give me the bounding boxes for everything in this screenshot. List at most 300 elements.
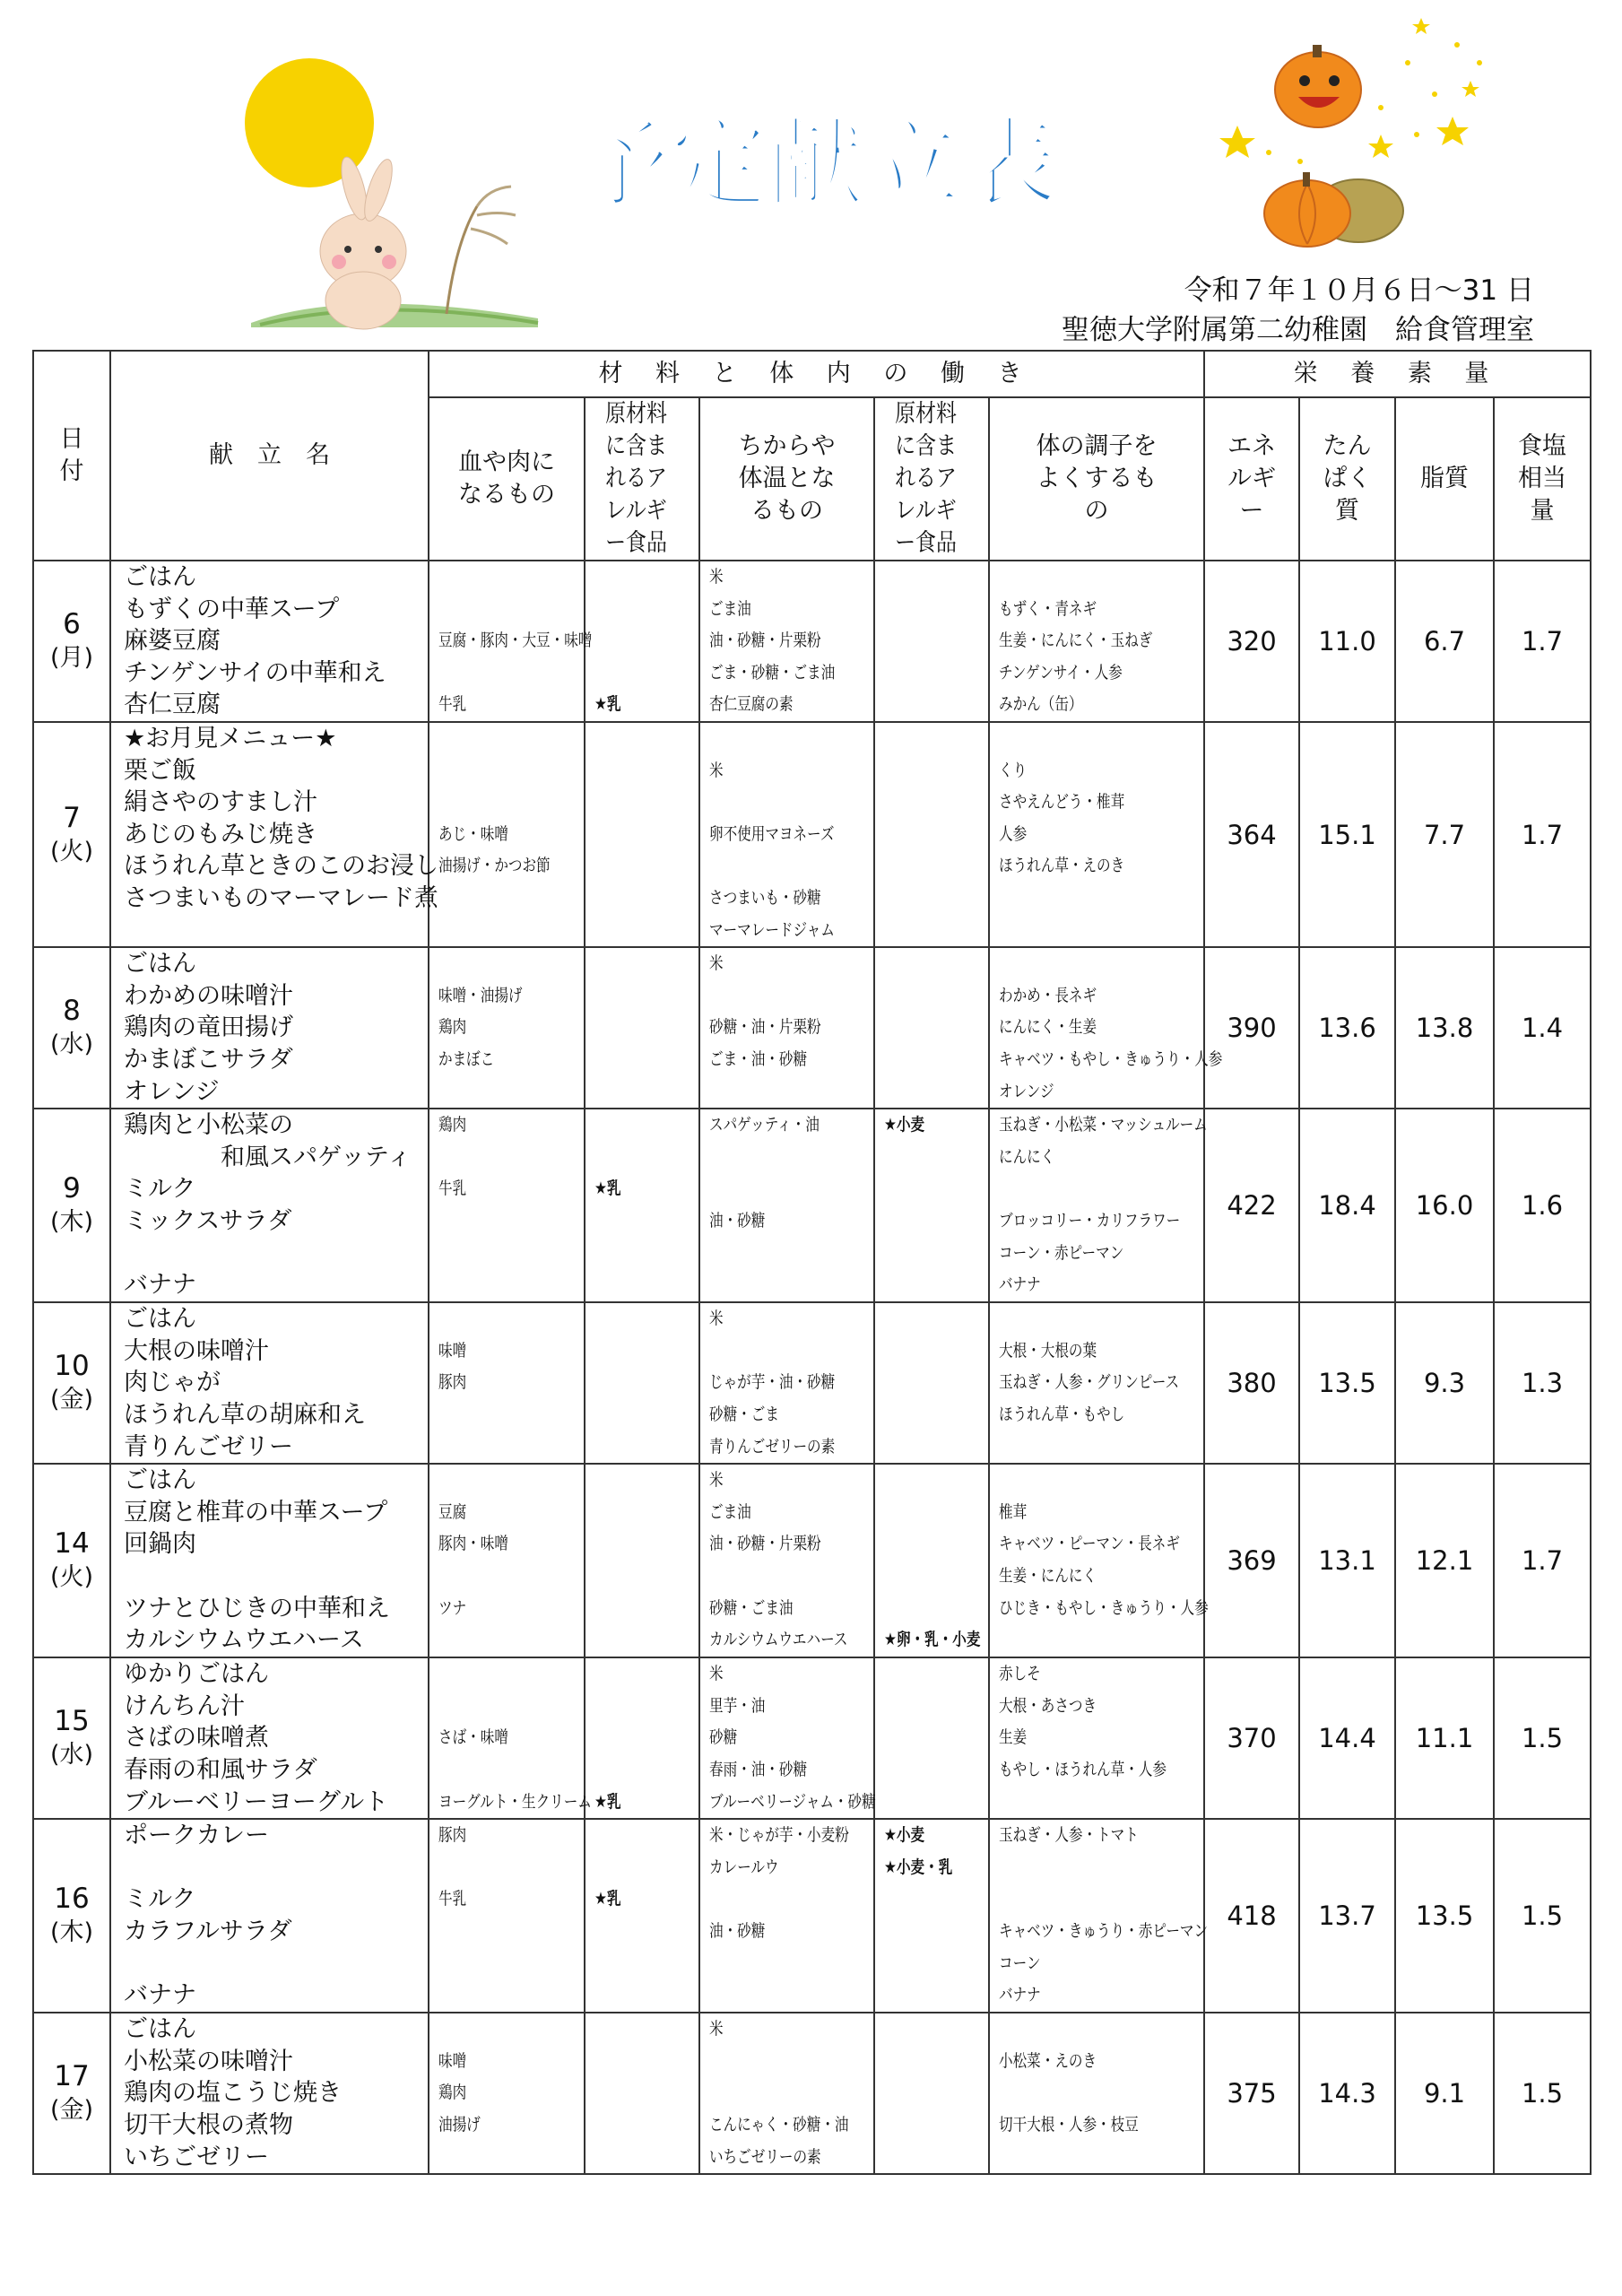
ingredient: 里芋・油 (709, 1695, 766, 1716)
ingredient (438, 1916, 558, 1948)
allergen (594, 625, 680, 657)
allergen (594, 723, 680, 755)
fat-value: 9.3 (1395, 1302, 1494, 1464)
allergen (594, 1852, 680, 1884)
allergen-cell-1 (585, 947, 699, 1109)
ingredient: 油・砂糖・片栗粉 (709, 631, 821, 651)
ingredient: ヨーグルト・生クリーム (438, 1791, 592, 1812)
allergen (594, 1465, 680, 1497)
allergen-cell-2 (874, 1819, 989, 2013)
ingredient: 玉ねぎ・小松菜・マッシュルーム (999, 1115, 1208, 1135)
dish-name: ブルーベリーヨーグルト (124, 1787, 389, 1816)
ingredient: 小松菜・えのき (999, 2050, 1097, 2071)
salt-value: 1.7 (1494, 561, 1591, 722)
allergen (594, 1593, 680, 1625)
dish-name: カラフルサラダ (124, 1917, 292, 1945)
ingredient: 米 (709, 2019, 724, 2039)
day-of-week: (火) (49, 1563, 94, 1592)
energy-value: 320 (1204, 561, 1299, 722)
dish-name: ★お月見メニュー★ (124, 725, 337, 752)
dish-name (124, 1948, 428, 1980)
ingredient (438, 1205, 558, 1238)
ingredient: 油揚げ・かつお節 (438, 856, 551, 876)
allergen (884, 1722, 969, 1754)
ingredient: 豆腐・豚肉・大豆・味噌 (438, 631, 593, 651)
allergen (594, 1367, 680, 1399)
dish-name: 小松菜の味噌汁 (124, 2047, 293, 2075)
dish-name: 栗ご飯 (124, 756, 196, 785)
ingredient: みかん（缶） (999, 694, 1083, 715)
allergen (594, 2046, 680, 2078)
allergen (594, 1076, 680, 1109)
ingredient (438, 1948, 558, 1980)
allergen: ★小麦・乳 (884, 1857, 953, 1877)
protein-value: 13.6 (1299, 947, 1395, 1109)
allergen-cell-2 (874, 561, 989, 722)
dish-name: かまぼこサラダ (124, 1045, 293, 1074)
ingredient: 味噌 (438, 1340, 467, 1361)
dish-name: カルシウムウエハース (124, 1626, 364, 1655)
dish-name: 鶏肉の塩こうじ焼き (124, 2079, 342, 2108)
allergen (594, 1399, 680, 1431)
allergen (884, 2013, 969, 2046)
dish-name: バナナ (124, 1981, 196, 2010)
day-number: 16 (54, 1883, 90, 1916)
ingredient: 味噌 (438, 2050, 467, 2071)
fat-value: 12.1 (1395, 1464, 1494, 1657)
menu-body (33, 561, 1591, 2174)
blood-meat-cell (429, 1819, 585, 2013)
ingredient: 油揚げ (438, 2114, 481, 2135)
allergen (594, 1916, 680, 1948)
dish-name: ミックスサラダ (124, 1206, 292, 1235)
allergen (884, 1367, 969, 1399)
ingredient: 米 (709, 953, 724, 974)
allergen-cell-1 (585, 1464, 699, 1657)
ingredient: 大根・あさつき (999, 1695, 1097, 1716)
ingredient: ごま油 (709, 598, 751, 619)
allergen-cell-1 (585, 561, 699, 722)
allergen-cell-1 (585, 1109, 699, 1302)
ingredient (709, 1883, 844, 1916)
allergen (594, 657, 680, 690)
fat-value: 13.5 (1395, 1819, 1494, 2013)
ingredient: じゃが芋・油・砂糖 (709, 1372, 836, 1393)
allergen (884, 1528, 969, 1561)
ingredient: 砂糖・ごま油 (709, 1597, 794, 1618)
ingredient (709, 980, 844, 1013)
ingredient (999, 1303, 1167, 1335)
body-condition-cell (989, 1302, 1204, 1464)
day-of-week: (火) (49, 837, 94, 865)
energy-source-header: ちからや体温となるもの (699, 397, 874, 561)
ingredient: 米・じゃが芋・小麦粉 (709, 1825, 849, 1846)
ingredient (438, 1658, 558, 1691)
ingredient: さつまいも・砂糖 (709, 887, 821, 908)
protein-value: 13.7 (1299, 1819, 1395, 2013)
ingredient (438, 787, 558, 819)
salt-value: 1.5 (1494, 1819, 1591, 2013)
allergen (884, 2046, 969, 2078)
dish-name (124, 1561, 428, 1593)
day-number: 15 (54, 1705, 90, 1738)
ingredient: 米 (709, 1309, 724, 1329)
dish-name: ごはん (124, 1466, 196, 1495)
ingredient (999, 1787, 1167, 1819)
allergen (594, 980, 680, 1013)
ingredient: オレンジ (999, 1081, 1054, 1101)
ingredient (709, 1269, 844, 1301)
allergen-cell-1 (585, 2013, 699, 2174)
ingredient: いちごゼリーの素 (709, 2146, 821, 2167)
ingredient: 米 (709, 1664, 724, 1684)
day-number: 9 (63, 1172, 81, 1205)
ingredient: 味噌・油揚げ (438, 985, 523, 1005)
ingredient (709, 1142, 844, 1174)
menu-table (32, 350, 1592, 2175)
ingredient: ごま・砂糖・ごま油 (709, 662, 836, 683)
dish-name: あじのもみじ焼き (124, 820, 317, 848)
allergen (594, 883, 680, 915)
allergen (594, 948, 680, 980)
allergen (884, 1142, 969, 1174)
ingredient: さやえんどう・椎茸 (999, 792, 1125, 813)
ingredient: 椎茸 (999, 1501, 1028, 1522)
menu-name-header: 献 立 名 (110, 351, 429, 561)
dish-name: チンゲンサイの中華和え (124, 658, 386, 687)
ingredient (709, 2046, 844, 2078)
body-condition-cell (989, 1657, 1204, 1819)
ingredient: 牛乳 (438, 1889, 467, 1909)
allergen (594, 1497, 680, 1529)
dish-name: ごはん (124, 2015, 196, 2044)
ingredient (438, 1754, 558, 1787)
ingredient (999, 2077, 1167, 2109)
ingredient (438, 1465, 558, 1497)
allergen (594, 1012, 680, 1044)
body-condition-cell (989, 2013, 1204, 2174)
energy-value: 390 (1204, 947, 1299, 1109)
energy-source-cell (699, 1302, 874, 1464)
allergen (884, 1399, 969, 1431)
fat-value: 6.7 (1395, 561, 1494, 722)
allergen (594, 915, 680, 947)
table-row (33, 722, 1591, 947)
ingredient (709, 787, 844, 819)
day-number: 10 (54, 1350, 90, 1383)
salt-value: 1.4 (1494, 947, 1591, 1109)
ingredient (438, 1561, 558, 1593)
allergen (594, 787, 680, 819)
allergen (594, 1109, 680, 1142)
allergen (884, 980, 969, 1013)
blood-meat-cell (429, 561, 593, 722)
body-condition-cell (989, 561, 1204, 722)
energy-source-cell (699, 1464, 874, 1657)
dish-name: バナナ (124, 1271, 196, 1300)
ingredient (438, 1624, 558, 1657)
protein-value: 11.0 (1299, 561, 1395, 722)
ingredient (709, 850, 844, 883)
ingredient (709, 1173, 844, 1205)
allergen (884, 1916, 969, 1948)
protein-header: たんぱく質 (1299, 397, 1395, 561)
day-of-week: (水) (49, 1031, 94, 1059)
dish-name: もずくの中華スープ (124, 595, 340, 623)
allergen: ★乳 (594, 694, 621, 715)
ingredient: ツナ (438, 1597, 467, 1618)
energy-value: 369 (1204, 1464, 1299, 1657)
dish-name: ほうれん草ときのこのお浸し (124, 852, 438, 881)
dish-name: わかめの味噌汁 (124, 981, 293, 1010)
allergen (884, 787, 969, 819)
dish-name: ツナとひじきの中華和え (124, 1594, 390, 1622)
dish-name: ごはん (124, 1305, 196, 1334)
ingredient (999, 915, 1167, 947)
ingredient: 青りんごゼリーの素 (709, 1436, 836, 1457)
pumpkin-illustration (1201, 9, 1506, 247)
nutrition-group-header: 栄 養 素 量 (1204, 351, 1591, 397)
date-header: 日付 (33, 351, 110, 561)
allergen (884, 1465, 969, 1497)
ingredient: 赤しそ (999, 1664, 1041, 1684)
dish-name: 大根の味噌汁 (124, 1336, 269, 1365)
allergen (594, 1979, 680, 2012)
energy-value: 364 (1204, 722, 1299, 947)
allergen (884, 1787, 969, 1819)
ingredient (438, 1303, 558, 1335)
ingredient (438, 723, 558, 755)
body-condition-cell (989, 1464, 1209, 1657)
ingredient: さば・味噌 (438, 1727, 508, 1748)
allergen-cell-1 (585, 722, 699, 947)
allergen-header-2: 原材料に含まれるアレルギー食品 (874, 397, 989, 561)
date-cell (33, 1819, 110, 2013)
ingredient (438, 1076, 558, 1109)
allergen (884, 819, 969, 851)
body-condition-cell (989, 947, 1223, 1109)
allergen (594, 755, 680, 787)
allergen (594, 819, 680, 851)
allergen-cell-2 (874, 1464, 989, 1657)
ingredient: 油・砂糖 (709, 1210, 766, 1231)
allergen (594, 594, 680, 626)
blood-meat-cell (429, 947, 585, 1109)
ingredient: 牛乳 (438, 694, 467, 715)
ingredients-group-header: 材 料 と 体 内 の 働 き (429, 351, 1204, 397)
ingredient (438, 2142, 558, 2174)
dish-name: 麻婆豆腐 (124, 627, 221, 656)
allergen (884, 755, 969, 787)
day-number: 8 (63, 995, 81, 1028)
ingredient (438, 594, 558, 626)
date-cell (33, 1657, 110, 1819)
ingredient: こんにゃく・砂糖・油 (709, 2114, 849, 2135)
ingredient (999, 948, 1167, 980)
allergen (884, 1205, 969, 1238)
ingredient: チンゲンサイ・人参 (999, 662, 1123, 683)
allergen (594, 1691, 680, 1723)
dish-name: ミルク (124, 1175, 196, 1204)
salt-value: 1.7 (1494, 1464, 1591, 1657)
salt-value: 1.5 (1494, 1657, 1591, 1819)
ingredient: 油・砂糖・片栗粉 (709, 1534, 821, 1554)
ingredient (438, 1979, 558, 2012)
allergen: ★乳 (594, 1889, 621, 1909)
allergen (884, 1561, 969, 1593)
allergen-cell-2 (874, 722, 989, 947)
ingredient: 豆腐 (438, 1501, 467, 1522)
dish-name (124, 1238, 428, 1270)
protein-value: 14.4 (1299, 1657, 1395, 1819)
ingredient: 米 (709, 567, 724, 587)
ingredient: もずく・青ネギ (999, 598, 1097, 619)
dish-name: 鶏肉の竜田揚げ (124, 1013, 293, 1042)
ingredient: カルシウムウエハース (709, 1630, 848, 1650)
title-banner (556, 103, 1076, 229)
allergen (884, 594, 969, 626)
ingredient: 卵不使用マヨネーズ (709, 823, 835, 844)
ingredient: スパゲッティ・油 (709, 1115, 820, 1135)
dish-name: オレンジ (124, 1077, 220, 1106)
ingredient (999, 1465, 1167, 1497)
ingredient (438, 1399, 558, 1431)
ingredient: にんにく (999, 1146, 1055, 1167)
energy-value: 375 (1204, 2013, 1299, 2174)
ingredient: カレールウ (709, 1857, 779, 1877)
table-row (33, 1657, 1591, 1819)
blood-meat-header: 血や肉になるもの (429, 397, 585, 561)
allergen (884, 1335, 969, 1368)
day-of-week: (金) (49, 1386, 94, 1414)
ingredient (999, 1624, 1167, 1657)
table-row (33, 1302, 1591, 1464)
dish-name: さつまいものマーマレード煮 (124, 883, 438, 912)
allergen (594, 2109, 680, 2142)
date-cell (33, 722, 110, 947)
protein-value: 14.3 (1299, 2013, 1395, 2174)
allergen (594, 1561, 680, 1593)
dish-name: 鶏肉と小松菜の (124, 1111, 293, 1140)
allergen (594, 1431, 680, 1464)
allergen (884, 1044, 969, 1076)
allergen (594, 1044, 680, 1076)
ingredient: ごま油 (709, 1501, 751, 1522)
allergen (884, 657, 969, 690)
allergen: ★小麦 (884, 1115, 925, 1135)
body-condition-cell (989, 1109, 1208, 1302)
fat-value: 16.0 (1395, 1109, 1494, 1302)
allergen (884, 1691, 969, 1723)
ingredient: ブルーベリージャム・砂糖 (709, 1791, 876, 1812)
energy-header: エネルギー (1204, 397, 1299, 561)
ingredient: 牛乳 (438, 1178, 467, 1199)
header-info (1062, 271, 1534, 350)
allergen (884, 2077, 969, 2109)
dish-name: いちごゼリー (124, 2143, 269, 2171)
table-row (33, 2013, 1591, 2174)
allergen-cell-1 (585, 1819, 699, 2013)
body-condition-cell (989, 722, 1204, 947)
energy-value: 422 (1204, 1109, 1299, 1302)
day-of-week: (月) (49, 644, 94, 672)
dish-name: 肉じゃが (124, 1369, 221, 1397)
ingredient (999, 883, 1167, 915)
allergen (884, 561, 969, 594)
allergen (594, 1269, 680, 1301)
ingredient (438, 948, 558, 980)
ingredient: くり (999, 760, 1028, 780)
allergen (594, 1722, 680, 1754)
ingredient: 油・砂糖 (709, 1920, 766, 1941)
ingredient (438, 1238, 558, 1270)
date-cell (33, 947, 110, 1109)
protein-value: 13.5 (1299, 1302, 1395, 1464)
allergen (884, 2142, 969, 2174)
ingredient: マーマレードジャム (709, 919, 835, 940)
ingredient: 人参 (999, 823, 1028, 844)
ingredient: キャベツ・きゅうり・赤ピーマン (999, 1920, 1209, 1941)
allergen (884, 883, 969, 915)
ingredient: 豚肉 (438, 1825, 467, 1846)
blood-meat-cell (429, 1464, 585, 1657)
allergen-cell-2 (874, 1657, 989, 1819)
ingredient: 鶏肉 (438, 1115, 467, 1135)
ingredient (438, 2013, 558, 2046)
dish-name: 青りんごゼリー (124, 1432, 293, 1461)
bunny-illustration (242, 152, 547, 332)
ingredient: 砂糖・ごま (709, 1404, 779, 1424)
ingredient: 米 (709, 1470, 724, 1491)
table-row (33, 1464, 1591, 1657)
dish-name: ポークカレー (124, 1822, 269, 1850)
period-text: 令和７年１０月６日～31 日 (1184, 274, 1534, 307)
salt-value: 1.3 (1494, 1302, 1591, 1464)
allergen (594, 561, 680, 594)
date-cell (33, 2013, 110, 2174)
allergen (884, 1012, 969, 1044)
allergen-cell-2 (874, 2013, 989, 2174)
blood-meat-cell (429, 722, 585, 947)
ingredient (438, 1431, 558, 1464)
ingredient: ごま・油・砂糖 (709, 1048, 808, 1069)
dish-name: ゆかりごはん (124, 1660, 269, 1689)
ingredient (438, 1691, 558, 1723)
dish-name: 回鍋肉 (124, 1530, 196, 1559)
allergen (594, 1205, 680, 1238)
allergen (594, 1820, 680, 1852)
ingredient: キャベツ・もやし・きゅうり・人参 (999, 1048, 1223, 1069)
ingredient: もやし・ほうれん草・人参 (999, 1759, 1167, 1779)
dish-name: 杏仁豆腐 (124, 691, 221, 719)
dish-list (110, 561, 429, 722)
ingredient (709, 723, 844, 755)
allergen (884, 1431, 969, 1464)
allergen (594, 850, 680, 883)
allergen (594, 1335, 680, 1368)
ingredient: 豚肉・味噌 (438, 1534, 508, 1554)
ingredient (709, 1238, 844, 1270)
ingredient: 鶏肉 (438, 1017, 467, 1038)
energy-source-cell (699, 722, 874, 947)
allergen (884, 948, 969, 980)
dish-name: ごはん (124, 563, 196, 591)
allergen (884, 689, 969, 721)
dish-name: ほうれん草の胡麻和え (124, 1400, 366, 1429)
date-cell (33, 1302, 110, 1464)
allergen (594, 2142, 680, 2174)
dish-name: ごはん (124, 950, 196, 978)
